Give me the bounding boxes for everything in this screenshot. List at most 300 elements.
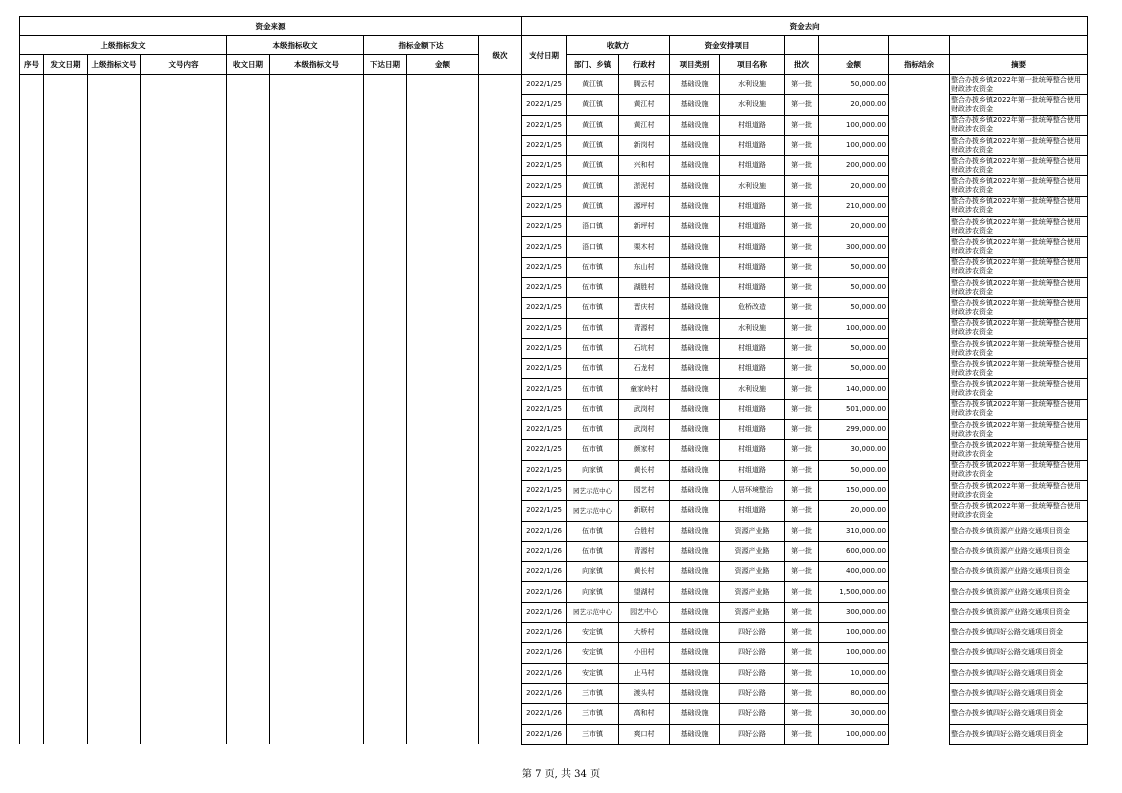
empty-source-cell: [479, 135, 522, 155]
empty-source-cell: [88, 562, 141, 582]
balance-cell: [889, 440, 950, 460]
project-name-cell: 资源产业路: [720, 562, 785, 582]
empty-source-cell: [88, 460, 141, 480]
summary-cell: 整合办拨乡镇2022年第一批统筹整合使用财政涉农资金: [950, 460, 1088, 480]
empty-source-cell: [44, 623, 88, 643]
empty-source-cell: [364, 257, 407, 277]
amount-cell: 50,000.00: [819, 277, 889, 297]
summary-cell: 整合办拨乡镇资源产业路交通项目资金: [950, 521, 1088, 541]
empty-source-cell: [88, 521, 141, 541]
empty-source-cell: [270, 156, 364, 176]
amount-cell: 50,000.00: [819, 359, 889, 379]
empty-source-cell: [479, 602, 522, 622]
village-cell: 兴和村: [619, 156, 670, 176]
empty-source-cell: [227, 501, 270, 521]
table-row: [20, 562, 1088, 582]
empty-source-cell: [479, 277, 522, 297]
empty-source-cell: [479, 541, 522, 561]
empty-source-cell: [227, 704, 270, 724]
empty-source-cell: [364, 562, 407, 582]
empty-source-cell: [270, 440, 364, 460]
empty-source-cell: [364, 135, 407, 155]
table-row: [20, 623, 1088, 643]
balance-cell: [889, 338, 950, 358]
balance-cell: [889, 724, 950, 744]
empty-source-cell: [20, 724, 44, 744]
empty-source-cell: [88, 277, 141, 297]
empty-source-cell: [227, 562, 270, 582]
empty-source-cell: [364, 460, 407, 480]
empty-source-cell: [20, 338, 44, 358]
table-row: [20, 196, 1088, 216]
empty-source-cell: [270, 480, 364, 500]
town-cell: 伍市镇: [567, 359, 619, 379]
empty-source-cell: [141, 683, 227, 703]
empty-source-cell: [141, 298, 227, 318]
batch-cell: 第一批: [785, 135, 819, 155]
empty-source-cell: [270, 298, 364, 318]
empty-source-cell: [364, 156, 407, 176]
project-type-cell: 基础设施: [670, 277, 720, 297]
empty-source-cell: [407, 460, 479, 480]
header-upper-issue: 上级指标发文: [20, 36, 227, 55]
village-cell: 新联村: [619, 501, 670, 521]
pay-date-cell: 2022/1/25: [522, 440, 567, 460]
amount-cell: 30,000.00: [819, 704, 889, 724]
empty-source-cell: [20, 237, 44, 257]
empty-source-cell: [407, 399, 479, 419]
town-cell: 浯口镇: [567, 217, 619, 237]
empty-source-cell: [227, 237, 270, 257]
summary-cell: 整合办拨乡镇四好公路交通项目资金: [950, 623, 1088, 643]
empty-source-cell: [364, 399, 407, 419]
empty-source-cell: [479, 399, 522, 419]
balance-cell: [889, 562, 950, 582]
summary-cell: 整合办拨乡镇2022年第一批统筹整合使用财政涉农资金: [950, 135, 1088, 155]
empty-source-cell: [44, 602, 88, 622]
amount-cell: 501,000.00: [819, 399, 889, 419]
amount-cell: 100,000.00: [819, 318, 889, 338]
balance-cell: [889, 521, 950, 541]
pay-date-cell: 2022/1/25: [522, 156, 567, 176]
project-type-cell: 基础设施: [670, 298, 720, 318]
empty-source-cell: [364, 298, 407, 318]
empty-source-cell: [270, 277, 364, 297]
project-type-cell: 基础设施: [670, 156, 720, 176]
empty-source-cell: [88, 156, 141, 176]
empty-source-cell: [270, 724, 364, 744]
project-name-cell: 危桥改造: [720, 298, 785, 318]
empty-source-cell: [407, 298, 479, 318]
project-name-cell: 村组道路: [720, 359, 785, 379]
empty-source-cell: [407, 75, 479, 95]
empty-source-cell: [227, 75, 270, 95]
empty-source-cell: [141, 440, 227, 460]
empty-source-cell: [479, 643, 522, 663]
town-cell: 浯口镇: [567, 237, 619, 257]
table-row: [20, 156, 1088, 176]
town-cell: 安定镇: [567, 623, 619, 643]
table-row: [20, 704, 1088, 724]
empty-source-cell: [227, 318, 270, 338]
village-cell: 晋庆村: [619, 298, 670, 318]
empty-source-cell: [44, 420, 88, 440]
town-cell: 伍市镇: [567, 298, 619, 318]
empty-source-cell: [88, 95, 141, 115]
village-cell: 高和村: [619, 704, 670, 724]
amount-cell: 300,000.00: [819, 602, 889, 622]
balance-cell: [889, 582, 950, 602]
col-amount: 金额: [407, 55, 479, 75]
empty-source-cell: [364, 663, 407, 683]
town-cell: 园艺示范中心: [567, 480, 619, 500]
empty-source-cell: [364, 501, 407, 521]
project-type-cell: 基础设施: [670, 582, 720, 602]
empty-source-cell: [20, 521, 44, 541]
empty-source-cell: [227, 379, 270, 399]
batch-cell: 第一批: [785, 541, 819, 561]
empty-source-cell: [141, 277, 227, 297]
empty-source-cell: [479, 582, 522, 602]
project-type-cell: 基础设施: [670, 521, 720, 541]
empty-source-cell: [44, 501, 88, 521]
town-cell: 伍市镇: [567, 318, 619, 338]
empty-source-cell: [20, 95, 44, 115]
empty-source-cell: [364, 379, 407, 399]
table-row: [20, 277, 1088, 297]
amount-cell: 100,000.00: [819, 724, 889, 744]
amount-cell: 20,000.00: [819, 95, 889, 115]
col-proj-type: 项目类别: [670, 55, 720, 75]
empty-source-cell: [227, 115, 270, 135]
table-row: [20, 440, 1088, 460]
empty-source-cell: [141, 135, 227, 155]
amount-cell: 1,500,000.00: [819, 582, 889, 602]
empty-source-cell: [20, 602, 44, 622]
header-project: 资金安排项目: [670, 36, 785, 55]
village-cell: 湖胜村: [619, 277, 670, 297]
project-name-cell: 村组道路: [720, 257, 785, 277]
empty-source-cell: [141, 359, 227, 379]
empty-source-cell: [141, 724, 227, 744]
pay-date-cell: 2022/1/25: [522, 217, 567, 237]
project-type-cell: 基础设施: [670, 420, 720, 440]
empty-source-cell: [270, 582, 364, 602]
village-cell: 童家岭村: [619, 379, 670, 399]
town-cell: 黄江镇: [567, 156, 619, 176]
table-row: [20, 683, 1088, 703]
empty-source-cell: [407, 440, 479, 460]
empty-source-cell: [227, 196, 270, 216]
empty-source-cell: [141, 95, 227, 115]
empty-source-cell: [227, 683, 270, 703]
empty-source-cell: [407, 541, 479, 561]
project-name-cell: 资源产业路: [720, 582, 785, 602]
batch-cell: 第一批: [785, 623, 819, 643]
amount-cell: 20,000.00: [819, 501, 889, 521]
empty-source-cell: [364, 115, 407, 135]
project-name-cell: 四好公路: [720, 623, 785, 643]
empty-source-cell: [364, 541, 407, 561]
empty-source-cell: [407, 196, 479, 216]
pay-date-cell: 2022/1/25: [522, 95, 567, 115]
col-seq: 序号: [20, 55, 44, 75]
empty-source-cell: [407, 115, 479, 135]
empty-source-cell: [88, 359, 141, 379]
empty-source-cell: [141, 399, 227, 419]
empty-source-cell: [227, 602, 270, 622]
empty-source-cell: [88, 257, 141, 277]
project-type-cell: 基础设施: [670, 602, 720, 622]
table-row: [20, 318, 1088, 338]
table-row: [20, 75, 1088, 95]
empty-source-cell: [270, 115, 364, 135]
table-row: [20, 298, 1088, 318]
balance-cell: [889, 602, 950, 622]
empty-source-cell: [88, 298, 141, 318]
pay-date-cell: 2022/1/25: [522, 237, 567, 257]
empty-source-cell: [479, 237, 522, 257]
empty-source-cell: [407, 318, 479, 338]
empty-source-cell: [20, 318, 44, 338]
empty-source-cell: [44, 562, 88, 582]
empty-source-cell: [479, 440, 522, 460]
project-type-cell: 基础设施: [670, 75, 720, 95]
empty-source-cell: [141, 156, 227, 176]
project-name-cell: 村组道路: [720, 115, 785, 135]
empty-source-cell: [88, 135, 141, 155]
balance-cell: [889, 623, 950, 643]
header-source: 资金来源: [20, 17, 522, 36]
project-type-cell: 基础设施: [670, 480, 720, 500]
project-name-cell: 村组道路: [720, 440, 785, 460]
balance-cell: [889, 257, 950, 277]
empty-source-cell: [44, 95, 88, 115]
empty-source-cell: [479, 257, 522, 277]
balance-cell: [889, 135, 950, 155]
empty-source-cell: [364, 338, 407, 358]
col-local-doc-no: 本级指标文号: [270, 55, 364, 75]
project-type-cell: 基础设施: [670, 460, 720, 480]
empty-source-cell: [479, 379, 522, 399]
empty-source-cell: [479, 217, 522, 237]
village-cell: 大桥村: [619, 623, 670, 643]
balance-cell: [889, 359, 950, 379]
empty-source-cell: [20, 115, 44, 135]
batch-cell: 第一批: [785, 176, 819, 196]
empty-source-cell: [407, 156, 479, 176]
empty-source-cell: [141, 541, 227, 561]
empty-source-cell: [141, 257, 227, 277]
town-cell: 伍市镇: [567, 440, 619, 460]
project-type-cell: 基础设施: [670, 196, 720, 216]
empty-source-cell: [88, 379, 141, 399]
empty-source-cell: [88, 115, 141, 135]
summary-cell: 整合办拨乡镇2022年第一批统筹整合使用财政涉农资金: [950, 318, 1088, 338]
project-name-cell: 村组道路: [720, 156, 785, 176]
empty-source-cell: [270, 541, 364, 561]
project-name-cell: 村组道路: [720, 501, 785, 521]
empty-source-cell: [227, 480, 270, 500]
empty-source-cell: [141, 521, 227, 541]
town-cell: 安定镇: [567, 643, 619, 663]
town-cell: 园艺示范中心: [567, 501, 619, 521]
amount-cell: 20,000.00: [819, 176, 889, 196]
empty-source-cell: [479, 562, 522, 582]
empty-source-cell: [20, 359, 44, 379]
empty-source-cell: [88, 623, 141, 643]
amount-cell: 140,000.00: [819, 379, 889, 399]
empty-source-cell: [44, 724, 88, 744]
empty-source-cell: [44, 156, 88, 176]
empty-source-cell: [364, 582, 407, 602]
amount-cell: 100,000.00: [819, 115, 889, 135]
empty-source-cell: [227, 156, 270, 176]
summary-cell: 整合办拨乡镇2022年第一批统筹整合使用财政涉农资金: [950, 257, 1088, 277]
empty-source-cell: [44, 480, 88, 500]
empty-source-cell: [364, 643, 407, 663]
summary-cell: 整合办拨乡镇资源产业路交通项目资金: [950, 541, 1088, 561]
balance-cell: [889, 115, 950, 135]
project-type-cell: 基础设施: [670, 683, 720, 703]
project-type-cell: 基础设施: [670, 176, 720, 196]
pay-date-cell: 2022/1/25: [522, 176, 567, 196]
summary-cell: 整合办拨乡镇2022年第一批统筹整合使用财政涉农资金: [950, 440, 1088, 460]
empty-source-cell: [20, 277, 44, 297]
table-row: [20, 115, 1088, 135]
empty-source-cell: [407, 683, 479, 703]
empty-source-cell: [479, 115, 522, 135]
empty-source-cell: [20, 399, 44, 419]
empty-source-cell: [88, 338, 141, 358]
empty-source-cell: [88, 176, 141, 196]
pay-date-cell: 2022/1/25: [522, 399, 567, 419]
project-type-cell: 基础设施: [670, 623, 720, 643]
amount-cell: 30,000.00: [819, 440, 889, 460]
pay-date-cell: 2022/1/25: [522, 277, 567, 297]
empty-source-cell: [20, 562, 44, 582]
project-name-cell: 村组道路: [720, 135, 785, 155]
town-cell: 向家镇: [567, 562, 619, 582]
col-dept-town: 部门、乡镇: [567, 55, 619, 75]
table-row: [20, 359, 1088, 379]
amount-cell: 210,000.00: [819, 196, 889, 216]
empty-source-cell: [44, 115, 88, 135]
town-cell: 黄江镇: [567, 135, 619, 155]
amount-cell: 50,000.00: [819, 75, 889, 95]
balance-cell: [889, 460, 950, 480]
col-upper-doc-no: 上级指标文号: [88, 55, 141, 75]
empty-source-cell: [270, 399, 364, 419]
empty-source-cell: [88, 501, 141, 521]
village-cell: 源坪村: [619, 196, 670, 216]
empty-source-cell: [141, 318, 227, 338]
empty-source-cell: [227, 643, 270, 663]
batch-cell: 第一批: [785, 602, 819, 622]
village-cell: 新岗村: [619, 135, 670, 155]
empty-source-cell: [270, 359, 364, 379]
empty-source-cell: [20, 460, 44, 480]
amount-cell: 50,000.00: [819, 338, 889, 358]
balance-cell: [889, 298, 950, 318]
page-number: 第 7 页, 共 34 页: [521, 769, 601, 780]
empty-source-cell: [227, 724, 270, 744]
table-row: [20, 724, 1088, 744]
empty-source-cell: [227, 399, 270, 419]
empty-source-cell: [227, 521, 270, 541]
project-type-cell: 基础设施: [670, 643, 720, 663]
village-cell: 黄长村: [619, 460, 670, 480]
table-row: [20, 420, 1088, 440]
empty-source-cell: [20, 582, 44, 602]
pay-date-cell: 2022/1/25: [522, 75, 567, 95]
empty-source-cell: [20, 541, 44, 561]
project-name-cell: 村组道路: [720, 338, 785, 358]
summary-cell: 整合办拨乡镇2022年第一批统筹整合使用财政涉农资金: [950, 501, 1088, 521]
empty-source-cell: [227, 298, 270, 318]
empty-source-cell: [44, 460, 88, 480]
summary-cell: 整合办拨乡镇四好公路交通项目资金: [950, 704, 1088, 724]
amount-cell: 50,000.00: [819, 298, 889, 318]
village-cell: 颜家村: [619, 440, 670, 460]
batch-cell: 第一批: [785, 399, 819, 419]
empty-source-cell: [141, 115, 227, 135]
project-name-cell: 四好公路: [720, 643, 785, 663]
village-cell: 栗木村: [619, 237, 670, 257]
town-cell: 黄江镇: [567, 176, 619, 196]
col-village: 行政村: [619, 55, 670, 75]
empty-source-cell: [364, 704, 407, 724]
empty-source-cell: [364, 440, 407, 460]
empty-source-cell: [88, 237, 141, 257]
empty-source-cell: [227, 135, 270, 155]
empty-source-cell: [141, 704, 227, 724]
empty-source-cell: [44, 582, 88, 602]
empty-source-cell: [479, 156, 522, 176]
empty-source-cell: [407, 359, 479, 379]
pay-date-cell: 2022/1/26: [522, 541, 567, 561]
empty-source-cell: [44, 338, 88, 358]
empty-source-cell: [88, 683, 141, 703]
project-name-cell: 水利设施: [720, 379, 785, 399]
project-type-cell: 基础设施: [670, 663, 720, 683]
empty-source-cell: [227, 338, 270, 358]
empty-source-cell: [88, 602, 141, 622]
empty-source-cell: [479, 724, 522, 744]
project-name-cell: 人居环境整治: [720, 480, 785, 500]
empty-source-cell: [364, 602, 407, 622]
empty-source-cell: [270, 683, 364, 703]
empty-source-cell: [407, 704, 479, 724]
project-type-cell: 基础设施: [670, 501, 720, 521]
town-cell: 三市镇: [567, 724, 619, 744]
pay-date-cell: 2022/1/25: [522, 460, 567, 480]
empty-source-cell: [270, 338, 364, 358]
empty-source-cell: [20, 135, 44, 155]
empty-source-cell: [20, 176, 44, 196]
empty-source-cell: [479, 359, 522, 379]
pay-date-cell: 2022/1/25: [522, 480, 567, 500]
empty-source-cell: [270, 95, 364, 115]
table-row: [20, 176, 1088, 196]
empty-source-cell: [479, 460, 522, 480]
empty-source-cell: [44, 379, 88, 399]
table-row: [20, 501, 1088, 521]
empty-source-cell: [479, 95, 522, 115]
empty-source-cell: [227, 541, 270, 561]
batch-cell: 第一批: [785, 75, 819, 95]
empty-source-cell: [20, 501, 44, 521]
